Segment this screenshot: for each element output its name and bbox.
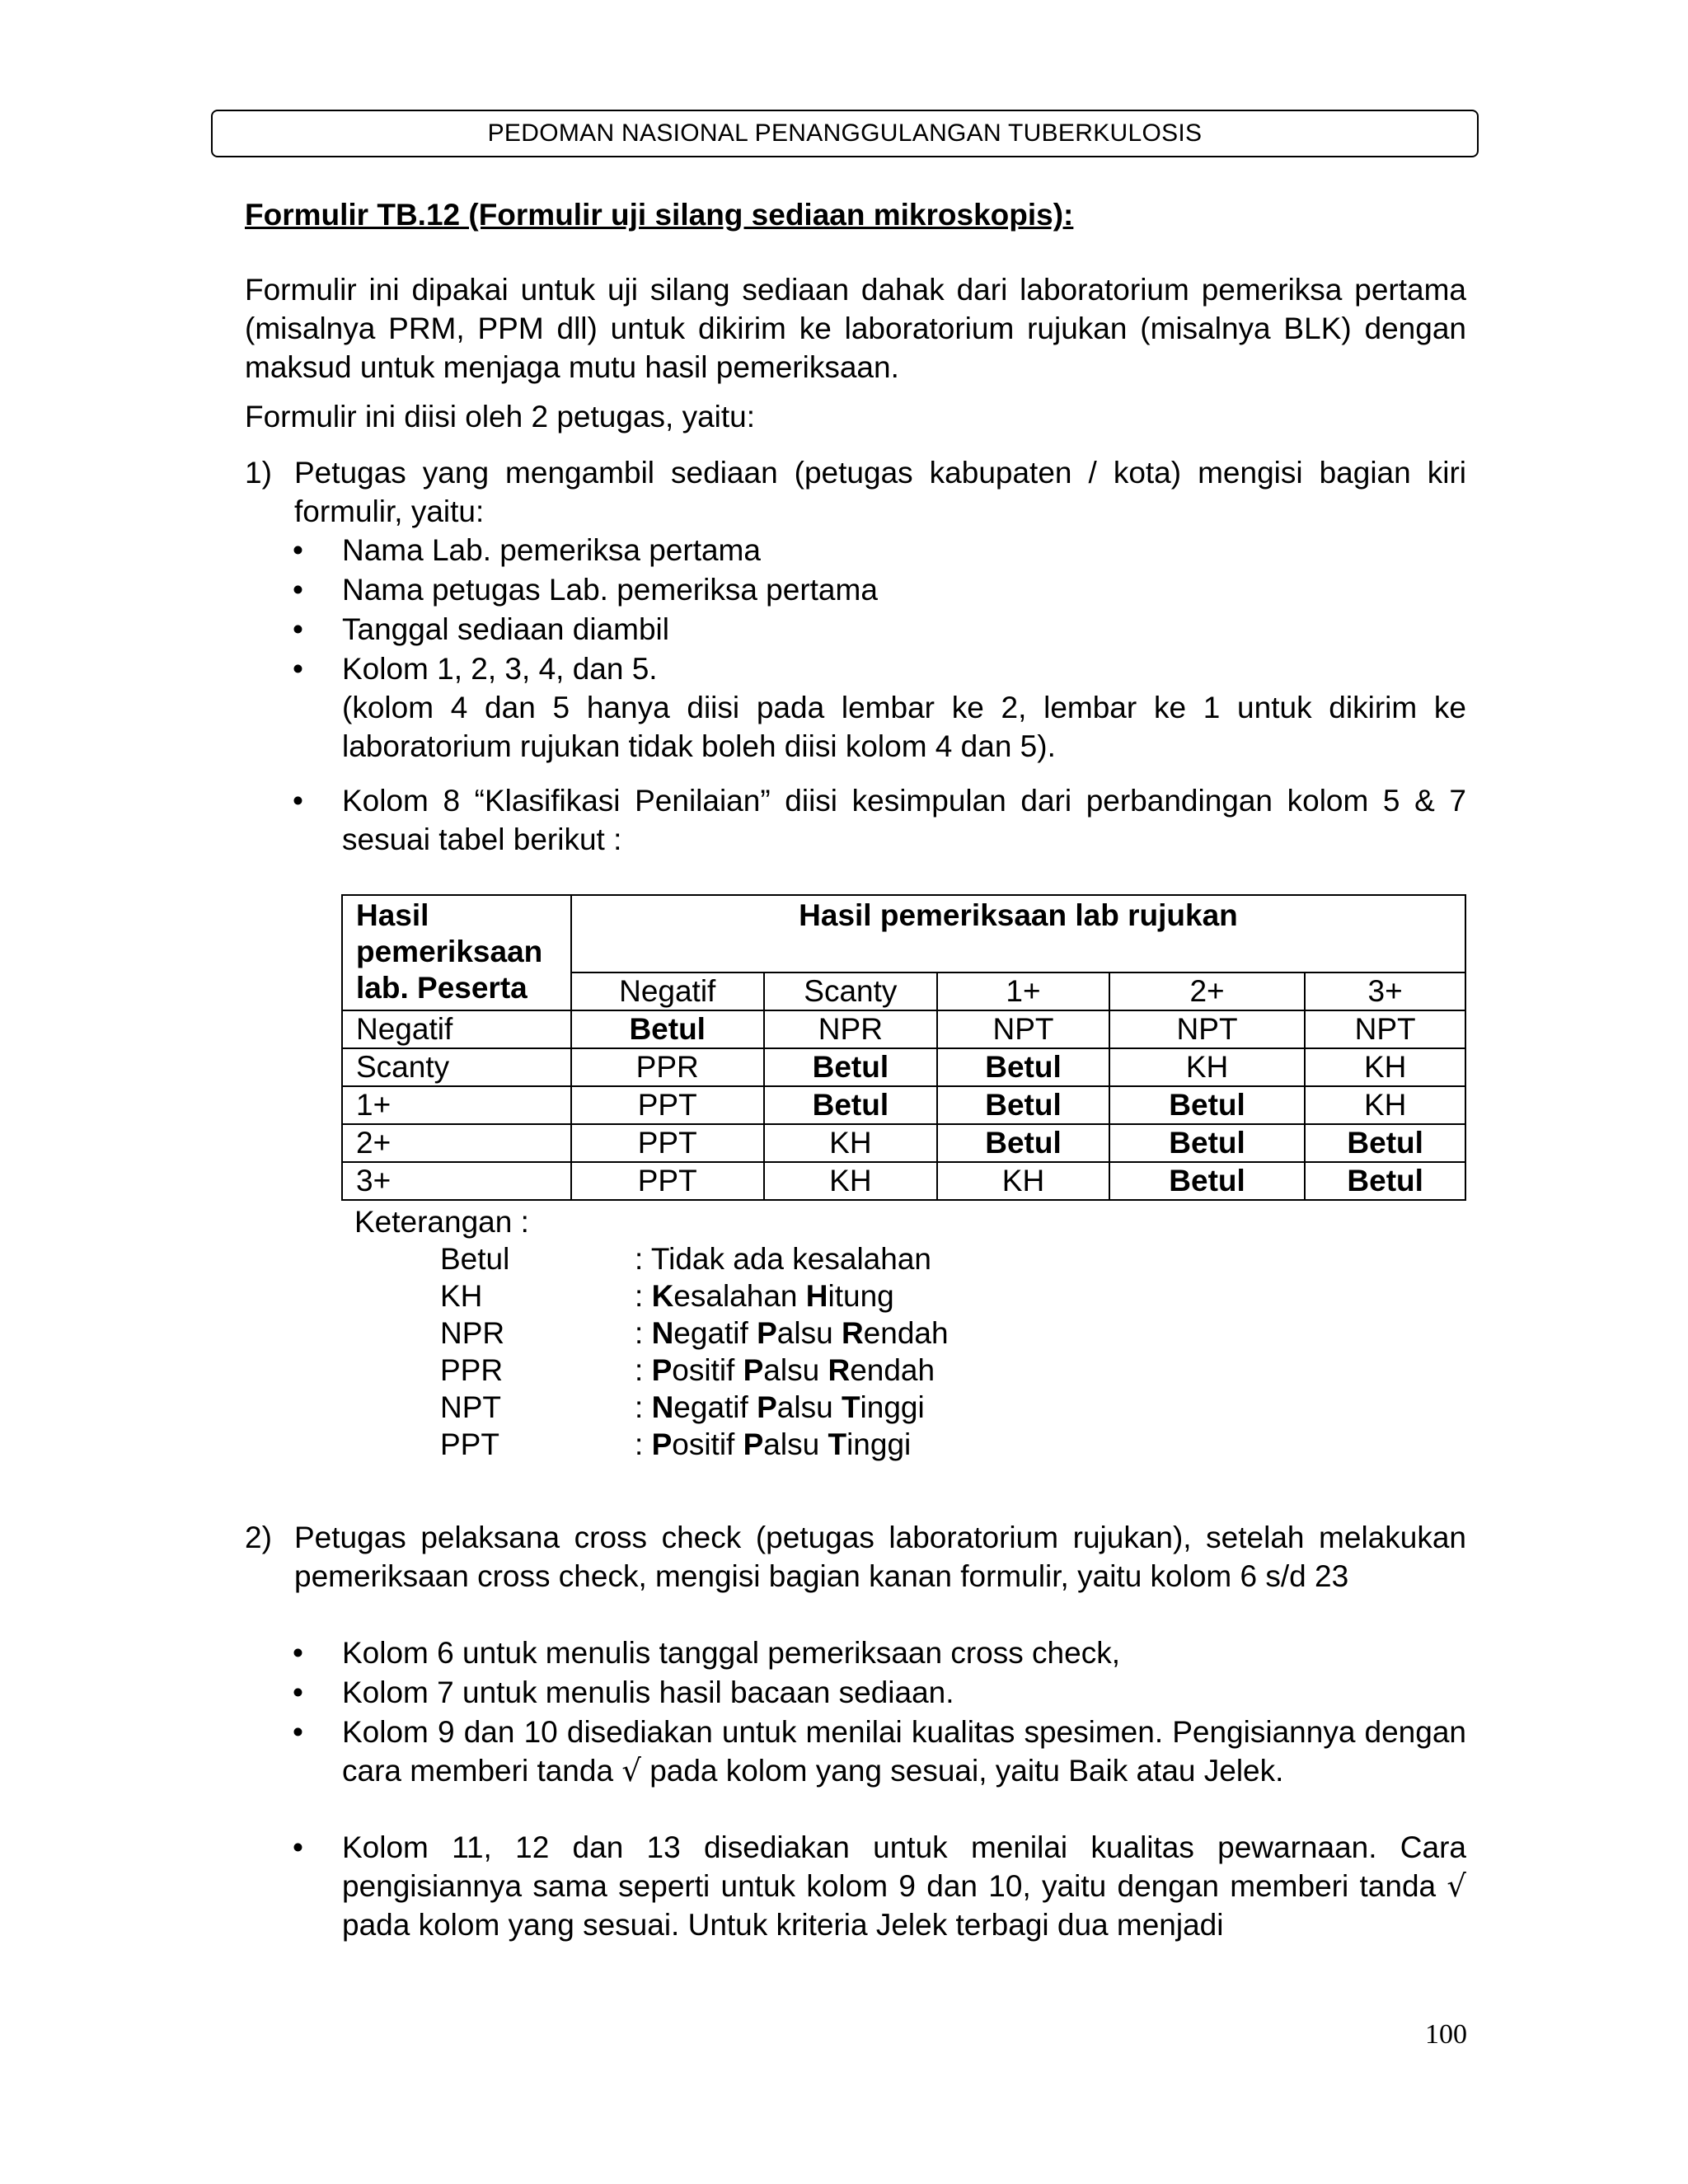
table-cell: PPT (571, 1162, 764, 1200)
list-item (293, 781, 1466, 859)
legend-value-part: endah (863, 1316, 949, 1350)
legend-value-part: R (841, 1316, 864, 1350)
bullet-icon: • (293, 1675, 303, 1709)
list-item (293, 1673, 1466, 1712)
page-number: 100 (1425, 2019, 1467, 2050)
legend-value-part: : (635, 1316, 652, 1350)
intro-paragraph-2: Formulir ini diisi oleh 2 petugas, yaitu: (245, 400, 756, 434)
table-cell: Betul (1109, 1086, 1305, 1124)
legend-key: PPR (440, 1353, 504, 1387)
table-cell: Betul (764, 1086, 938, 1124)
bullet-icon: • (293, 612, 303, 646)
legend-value-part: ositif (672, 1353, 743, 1387)
list-item-text-part: pada kolom yang sesuai, yaitu Baik atau Jelek. (649, 1754, 1284, 1788)
table-cell: KH (764, 1124, 938, 1162)
legend-heading: Keterangan : (354, 1205, 529, 1239)
checkmark-icon: √ (621, 1753, 641, 1788)
legend-value-part: N (651, 1316, 674, 1350)
legend-value-part: P (757, 1316, 777, 1350)
list-item-text: Kolom 7 untuk menulis hasil bacaan sediaan. (342, 1675, 954, 1709)
legend-value (635, 1352, 935, 1389)
table-row (342, 1162, 1465, 1200)
column-header: 2+ (1109, 972, 1305, 1010)
list-item-text-part: Kolom 9 dan 10 disediakan untuk menilai kualitas spesimen. Pengisiannya dengan cara memberi tanda (342, 1715, 1466, 1788)
table-cell: PPT (571, 1086, 764, 1124)
table-cell: KH (764, 1162, 938, 1200)
legend-value-part: : (635, 1427, 652, 1461)
list-item-text-part: Kolom 11, 12 dan 13 disediakan untuk menilai kualitas pewarnaan. Cara pengisiannya sama seperti untuk kolom 9 dan 10, yaitu dengan memberi tanda (342, 1830, 1466, 1903)
legend-value-part: H (805, 1279, 828, 1313)
table-cell: PPT (571, 1124, 764, 1162)
legend-value-part: K (651, 1279, 674, 1313)
table-cell: KH (1109, 1048, 1305, 1086)
section-2 (245, 1518, 1466, 1596)
list-item-text (342, 1828, 1466, 1944)
legend-value-part: alsu (776, 1316, 842, 1350)
table-cell: Betul (937, 1086, 1109, 1124)
list-item-text: Nama petugas Lab. pemeriksa pertama (342, 573, 878, 607)
bullet-icon: • (293, 1636, 303, 1670)
row-label: 2+ (342, 1124, 571, 1162)
list-item-text: Kolom 1, 2, 3, 4, dan 5. (342, 652, 658, 686)
legend-value (635, 1389, 925, 1426)
legend-value-part: P (743, 1353, 764, 1387)
list-item (293, 610, 1466, 649)
table-cell: KH (1305, 1048, 1465, 1086)
legend-value (635, 1240, 931, 1277)
legend-value (635, 1277, 894, 1315)
row-label: Scanty (342, 1048, 571, 1086)
table-cell: NPR (764, 1010, 938, 1048)
legend-key: PPT (440, 1427, 499, 1461)
table-cell: Betul (1305, 1162, 1465, 1200)
table-group-header: Hasil pemeriksaan lab rujukan (571, 895, 1465, 972)
table-row (342, 1048, 1465, 1086)
legend-value-part: T (828, 1427, 847, 1461)
table-corner-header: Hasil pemeriksaan lab. Peserta (342, 895, 571, 1010)
table-cell: NPT (1109, 1010, 1305, 1048)
header-title: PEDOMAN NASIONAL PENANGGULANGAN TUBERKULOSIS (487, 120, 1203, 147)
page-title: Formulir TB.12 (Formulir uji silang sediaan mikroskopis): (245, 198, 1074, 232)
bullet-icon: • (293, 1830, 303, 1864)
checkmark-icon: √ (1447, 1868, 1466, 1904)
table-cell: KH (1305, 1086, 1465, 1124)
legend-value-part: inggi (846, 1427, 912, 1461)
legend-value-part: P (651, 1427, 673, 1461)
list-item (293, 570, 1466, 609)
legend-value-part: R (828, 1353, 851, 1387)
bullet-icon: • (293, 652, 303, 686)
legend-value-part: : (635, 1279, 652, 1313)
list-item-text: Kolom 6 untuk menulis tanggal pemeriksaan cross check, (342, 1636, 1120, 1670)
legend-value-part: N (651, 1390, 674, 1424)
legend-value-part: alsu (776, 1390, 842, 1424)
legend-value-part: : Tidak ada kesalahan (635, 1242, 931, 1276)
list-item-text: Tanggal sediaan diambil (342, 612, 669, 646)
column-header: 1+ (937, 972, 1109, 1010)
legend-value-part: egatif (673, 1316, 757, 1350)
section-2-text: Petugas pelaksana cross check (petugas laboratorium rujukan), setelah melakukan pemeriksaan cross check, mengisi bagian kanan formulir, yaitu kolom 6 s/d 23 (294, 1521, 1466, 1593)
bullet-icon: • (293, 784, 303, 818)
list-item (293, 1633, 1466, 1672)
bullet-icon: • (293, 573, 303, 607)
page-header (211, 110, 1479, 157)
table-cell: Betul (1109, 1124, 1305, 1162)
row-label: 3+ (342, 1162, 571, 1200)
list-item (293, 1713, 1466, 1790)
row-label: Negatif (342, 1010, 571, 1048)
list-item-note: (kolom 4 dan 5 hanya diisi pada lembar ke 2, lembar ke 1 untuk dikirim ke laboratorium rujukan tidak boleh diisi kolom 4 dan 5). (342, 691, 1466, 763)
legend-value-part: T (841, 1390, 860, 1424)
legend-value-part: alsu (763, 1353, 828, 1387)
table-cell: Betul (571, 1010, 764, 1048)
table-cell: Betul (1109, 1162, 1305, 1200)
table-cell: Betul (764, 1048, 938, 1086)
section-1-number: 1) (245, 456, 272, 490)
list-item (293, 531, 1466, 569)
legend-key: NPT (440, 1390, 501, 1424)
column-header: Scanty (764, 972, 938, 1010)
legend-key: Betul (440, 1242, 510, 1276)
legend-value-part: : (635, 1353, 652, 1387)
table-cell: Betul (937, 1124, 1109, 1162)
bullet-icon: • (293, 1715, 303, 1749)
bullet-icon: • (293, 533, 303, 567)
table-cell: KH (937, 1162, 1109, 1200)
list-item (293, 649, 1466, 766)
table-row (342, 1010, 1465, 1048)
legend-value-part: : (635, 1390, 652, 1424)
table-cell: Betul (1305, 1124, 1465, 1162)
legend-value-part: endah (850, 1353, 935, 1387)
list-item-text (342, 1713, 1466, 1790)
legend-value-part: alsu (763, 1427, 828, 1461)
table-row (342, 1086, 1465, 1124)
legend-value-part: esalahan (673, 1279, 806, 1313)
legend-value-part: P (743, 1427, 764, 1461)
legend-value (635, 1426, 911, 1463)
list-item-text: Nama Lab. pemeriksa pertama (342, 533, 761, 567)
table-cell: NPT (1305, 1010, 1465, 1048)
legend-value (635, 1315, 949, 1352)
section-2-number: 2) (245, 1521, 272, 1554)
section-1-text: Petugas yang mengambil sediaan (petugas kabupaten / kota) mengisi bagian kiri formulir, yaitu: (294, 456, 1466, 528)
list-item-text-part: pada kolom yang sesuai. Untuk kriteria Jelek terbagi dua menjadi (342, 1908, 1224, 1942)
table-cell: NPT (937, 1010, 1109, 1048)
table-cell: PPR (571, 1048, 764, 1086)
legend-value-part: P (651, 1353, 673, 1387)
section-1 (245, 453, 1466, 531)
row-label: 1+ (342, 1086, 571, 1124)
intro-paragraph: Formulir ini dipakai untuk uji silang sediaan dahak dari laboratorium pemeriksa pertama (misalnya PRM, PPM dll) untuk dikirim ke laboratorium rujukan (misalnya BLK) dengan maksud untuk menjaga mutu hasil pemeriksaan. (245, 273, 1466, 384)
legend-value-part: egatif (673, 1390, 757, 1424)
legend-key: KH (440, 1279, 483, 1313)
legend-value-part: inggi (860, 1390, 925, 1424)
legend-value-part: ositif (672, 1427, 743, 1461)
classification-table (341, 894, 1466, 1201)
table-cell: Betul (937, 1048, 1109, 1086)
column-header: 3+ (1305, 972, 1465, 1010)
column-header: Negatif (571, 972, 764, 1010)
legend-key: NPR (440, 1316, 505, 1350)
table-row (342, 1124, 1465, 1162)
legend-value-part: itung (828, 1279, 894, 1313)
legend-value-part: P (757, 1390, 777, 1424)
list-item-text: Kolom 8 “Klasifikasi Penilaian” diisi kesimpulan dari perbandingan kolom 5 & 7 sesuai tabel berikut : (342, 784, 1466, 856)
list-item (293, 1828, 1466, 1944)
